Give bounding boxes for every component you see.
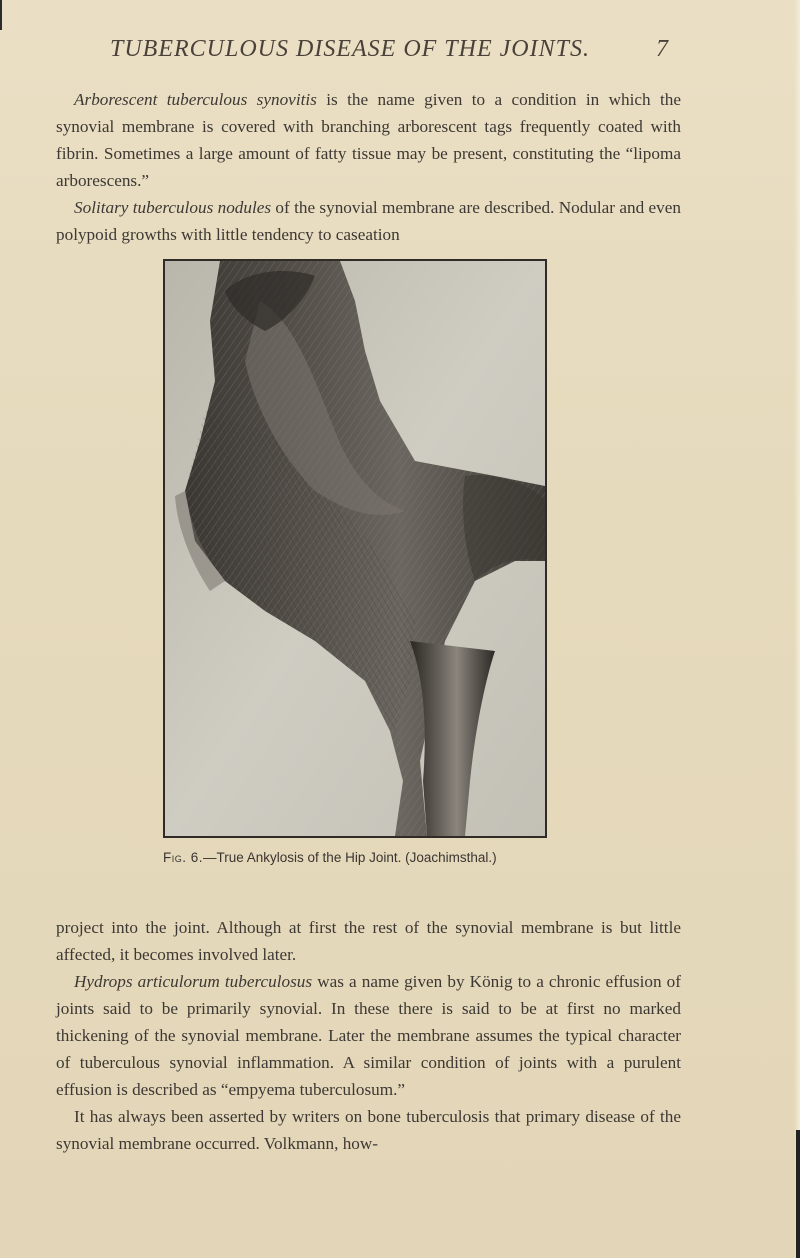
- paragraph-continuation: project into the joint. Although at first the rest of the synovial membrane is but little affected, it becomes involved later.: [56, 918, 681, 964]
- paragraph-arborescent: [56, 86, 681, 194]
- hip-xray-image: [165, 261, 545, 836]
- paragraph-volkmann: It has always been asserted by writers on bone tuberculosis that primary disease of the synovial membrane occurred. Volkmann, how-: [56, 1107, 681, 1153]
- figure-caption-text: —True Ankylosis of the Hip Joint. (Joachimsthal.): [203, 850, 497, 865]
- term-arborescent: Arborescent tuberculous synovitis: [74, 90, 317, 109]
- running-title: TUBERCULOUS DISEASE OF THE JOINTS.: [110, 36, 590, 62]
- figure-caption: [163, 850, 663, 865]
- term-solitary: Solitary tuberculous nodules: [74, 198, 272, 217]
- bottom-text-block: [56, 914, 681, 1157]
- top-text-block: [56, 86, 681, 248]
- term-hydrops: Hydrops articulorum tuberculosus: [74, 972, 313, 991]
- paragraph-text: is the name given to a condition in which the synovial membrane is covered with branching arborescent tags frequently coated with fibrin. Sometimes a large amount of fatty tissue may be present, constituting the “lipoma arborescens.”: [56, 90, 681, 190]
- page-number: 7: [656, 36, 668, 62]
- page-binding-bar: [796, 1130, 800, 1258]
- paragraph-text: of the synovial membrane are described. Nodular and even polypoid growths with little tendency to caseation: [56, 198, 681, 244]
- page-edge-mark: [0, 0, 8, 30]
- paragraph-solitary: [56, 194, 681, 248]
- paragraph-hydrops: [56, 968, 681, 1103]
- page-right-edge: [794, 0, 800, 1258]
- xray-figure: [163, 259, 547, 838]
- figure-label: Fig. 6.: [163, 850, 204, 865]
- paragraph-text: was a name given by König to a chronic effusion of joints said to be primarily synovial. In these there is said to be at first no marked thickening of the synovial membrane. Later the membrane assumes the typical character of tuberculous synovial inflammation. A similar condition of joints with a purulent effusion is described as “empyema tuberculosum.”: [56, 972, 681, 1099]
- running-head: [110, 36, 670, 76]
